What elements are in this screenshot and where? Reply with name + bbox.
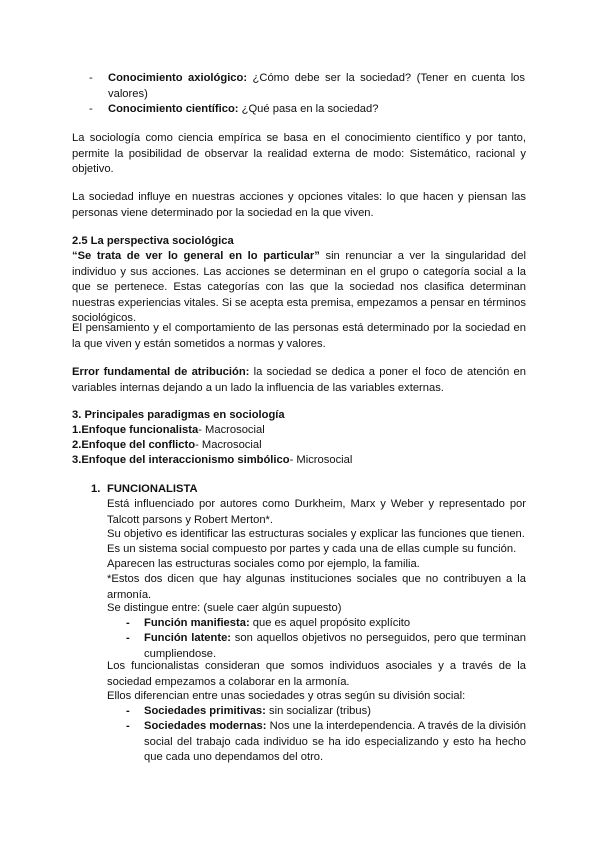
dash-marker: - — [126, 632, 130, 644]
society-primitivas — [126, 704, 526, 720]
dash-marker: - — [126, 705, 130, 717]
paradigm-item — [72, 453, 526, 469]
error-text: la sociedad se dedica a poner el foco de atención en variables internas dejando a un lado la influencia de las variables externas. — [72, 366, 526, 394]
paradigm-name: 3.Enfoque del interaccionismo simbólico — [72, 454, 290, 466]
function-text: son aquellos objetivos no perseguidos, pero que terminan cumpliendose. — [144, 632, 526, 660]
bullet-term: Conocimiento axiológico: — [108, 72, 248, 84]
bullet-cientifico — [89, 102, 525, 118]
bullet-axiologico — [89, 71, 525, 102]
society-modernas — [126, 719, 526, 766]
funcionalista-line: *Estos dos dicen que hay algunas instituciones sociales que no contribuyen a la armonía. — [107, 573, 526, 601]
dash-marker: - — [89, 72, 93, 84]
paragraph-funcionalistas-consideran: Los funcionalistas consideran que somos individuos asociales y a través de la sociedad empezamos a colaborar en la armonía. — [107, 660, 526, 688]
error-term: Error fundamental de atribución: — [72, 366, 250, 378]
paragraph-sociedad-influye: La sociedad influye en nuestras acciones y opciones vitales: lo que hacen y piensan las personas viene determinado por la sociedad en la que viven. — [72, 191, 526, 219]
function-text: que es aquel propósito explícito — [249, 617, 411, 629]
section-heading-2-5: 2.5 La perspectiva sociológica — [72, 235, 234, 247]
paradigm-item — [72, 438, 526, 454]
society-term: Sociedades primitivas: — [144, 705, 266, 717]
function-term: Función manifiesta: — [144, 617, 250, 629]
paradigm-name: 2.Enfoque del conflicto — [72, 439, 196, 451]
paragraph-sociologia-empirica: La sociología como ciencia empírica se basa en el conocimiento científico y por tanto, permite la posibilidad de observar la realidad externa de modo: Sistemático, racional y objetivo. — [72, 132, 526, 176]
paradigm-scope: - Macrosocial — [198, 424, 265, 436]
paradigm-name: 1.Enfoque funcionalista — [72, 424, 199, 436]
paragraph-error-atribucion — [72, 365, 526, 396]
funcionalista-line: Su objetivo es identificar las estructuras sociales y explicar las funciones que tienen. — [107, 528, 525, 540]
list-number: 1. — [91, 483, 101, 495]
dash-marker: - — [126, 720, 130, 732]
paradigm-scope: - Macrosocial — [195, 439, 262, 451]
society-term: Sociedades modernas: — [144, 720, 267, 732]
function-latente — [126, 631, 526, 662]
quote-rest: sin renunciar a ver la singularidad del individuo y sus acciones. Las acciones se determinan en el grupo o categoría social a la que se pertenece. Estas categorías con las que la sociedad nos clasifica determinan nuestras experiencias vitales. Si se acepta esta premisa, empezamos a pensar en términos sociológicos. — [72, 250, 526, 325]
paradigm-item — [72, 423, 526, 439]
dash-marker: - — [126, 617, 130, 629]
bullet-text: ¿Cómo debe ser la sociedad? (Tener en cuenta los valores) — [108, 72, 525, 100]
heading-funcionalista — [91, 482, 526, 498]
funcionalista-line: Se distingue entre: (suele caer algún supuesto) — [107, 602, 342, 614]
paragraph-pensamiento: El pensamiento y el comportamiento de las personas está determinado por la sociedad en la que viven y están sometidos a normas y valores. — [72, 322, 526, 350]
paragraph-diferencian: Ellos diferencian entre unas sociedades y otras según su división social: — [107, 690, 466, 702]
bullet-term: Conocimiento científico: — [108, 103, 239, 115]
funcionalista-line: Está influenciado por autores como Durkheim, Marx y Weber y representado por Talcott parsons y Robert Merton*. — [107, 498, 526, 526]
society-text: sin socializar (tribus) — [265, 705, 371, 717]
quote-bold: “Se trata de ver lo general en lo particular” — [72, 250, 320, 262]
function-term: Función latente: — [144, 632, 232, 644]
bullet-text: ¿Qué pasa en la sociedad? — [238, 103, 379, 115]
funcionalista-line: Aparecen las estructuras sociales como por ejemplo, la familia. — [107, 558, 420, 570]
paradigm-scope: - Microsocial — [289, 454, 353, 466]
section-heading-3: 3. Principales paradigmas en sociología — [72, 409, 285, 421]
paragraph-perspectiva — [72, 249, 526, 327]
funcionalista-title: FUNCIONALISTA — [107, 483, 198, 495]
society-text: Nos une la interdependencia. A través de la división social del trabajo cada individuo se ha ido especializando y esto ha hecho que cada uno dependamos del otro. — [144, 720, 527, 764]
dash-marker: - — [89, 103, 93, 115]
function-manifiesta — [126, 616, 526, 632]
funcionalista-line: Es un sistema social compuesto por partes y cada una de ellas cumple su función. — [107, 543, 517, 555]
